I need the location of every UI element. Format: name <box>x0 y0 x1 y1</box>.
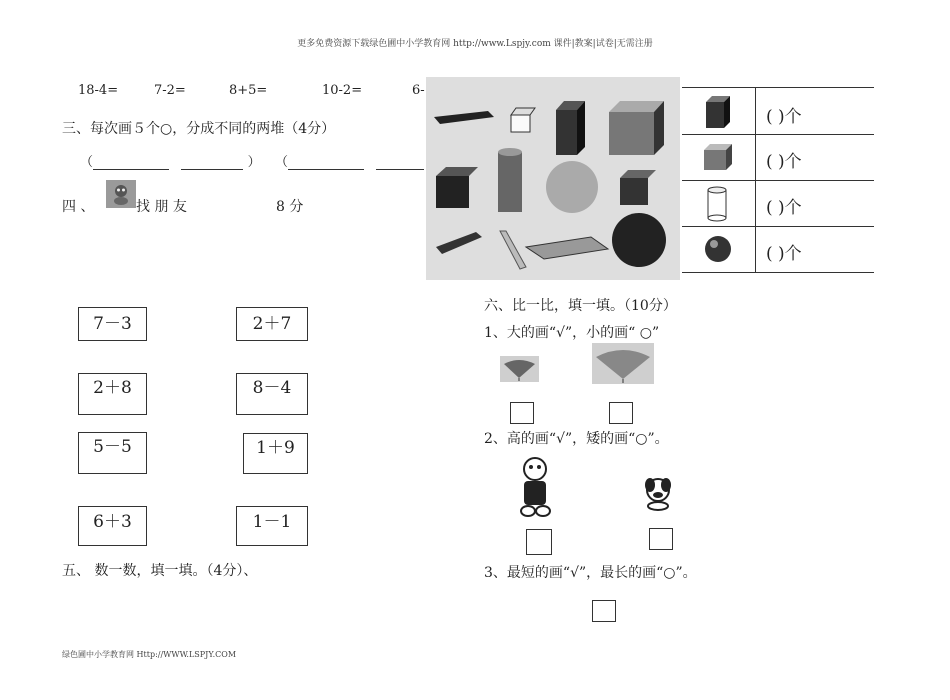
arithmetic-item: 8+5= <box>229 83 268 98</box>
expression-card[interactable]: 6＋3 <box>78 506 147 546</box>
answer-box[interactable] <box>592 600 616 622</box>
section4-prefix: 四 、 <box>62 199 95 215</box>
table-row <box>682 87 874 135</box>
expression-card[interactable]: 8－4 <box>236 373 308 415</box>
blank <box>93 157 169 170</box>
paren-open: （ <box>275 155 289 170</box>
question-1: 1、大的画“√”，小的画“ ○” <box>484 325 660 341</box>
answer-box[interactable] <box>510 402 534 424</box>
expression-card[interactable]: 1＋9 <box>243 433 308 474</box>
table-row <box>682 180 874 227</box>
answer-line-1 <box>80 151 261 170</box>
owl-icon <box>106 180 136 208</box>
tall-tiger-icon <box>514 455 556 519</box>
section5-title: 五、 数一数，填一填。（4分）、 <box>62 563 258 579</box>
cylinder-icon <box>706 186 728 222</box>
owl-picture <box>106 180 136 208</box>
count-blank[interactable]: ( )个 <box>766 198 802 218</box>
count-blank[interactable]: ( )个 <box>766 244 802 264</box>
short-dog-icon <box>640 475 676 511</box>
shapes-photo <box>426 77 680 280</box>
expression-card[interactable]: 5－5 <box>78 432 147 474</box>
arithmetic-item: 18-4= <box>78 83 119 98</box>
arithmetic-item: 7-2= <box>154 83 186 98</box>
table-row <box>682 226 874 273</box>
expression-card[interactable]: 7－3 <box>78 307 147 341</box>
sphere-icon <box>702 234 734 264</box>
answer-box[interactable] <box>649 528 673 550</box>
solid-shapes-picture <box>426 77 680 280</box>
table-row <box>682 134 874 181</box>
question-3: 3、最短的画“√”，最长的画“○”。 <box>484 565 697 581</box>
cuboid-icon <box>704 94 732 130</box>
section6-title: 六、比一比，填一填。（10分） <box>484 298 677 314</box>
cube-icon <box>702 142 734 172</box>
answer-line-2 <box>275 151 424 170</box>
expression-card[interactable]: 1－1 <box>236 506 308 546</box>
count-blank[interactable]: ( )个 <box>766 107 802 127</box>
large-fan-icon <box>592 343 654 384</box>
section4-score: 8 分 <box>276 199 304 215</box>
answer-box[interactable] <box>526 529 552 555</box>
count-table <box>682 87 874 272</box>
arithmetic-item: 10-2= <box>322 83 363 98</box>
count-blank[interactable]: ( )个 <box>766 152 802 172</box>
table-divider <box>755 87 756 272</box>
answer-box[interactable] <box>609 402 633 424</box>
blank <box>376 157 424 170</box>
section3-title: 三、每次画５个○，分成不同的两堆（4分） <box>62 121 336 137</box>
section4-title: 找 朋 友 <box>136 199 187 215</box>
blank <box>288 157 364 170</box>
page-header: 更多免费资源下载绿色圃中小学教育网 http://www.Lspjy.com 课件|教案|试卷|无需注册 <box>297 39 653 49</box>
question-2: 2、高的画“√”，矮的画“○”。 <box>484 431 669 447</box>
small-fan-icon <box>500 356 539 382</box>
page-footer: 绿色圃中小学教育网 Http://WWW.LSPJY.COM <box>62 650 237 659</box>
expression-card[interactable]: 2＋8 <box>78 373 147 415</box>
arithmetic-item: 6- <box>412 83 425 98</box>
expression-card[interactable]: 2＋7 <box>236 307 308 341</box>
paren-close: ） <box>247 155 261 170</box>
paren-open: （ <box>80 155 94 170</box>
blank <box>181 157 243 170</box>
